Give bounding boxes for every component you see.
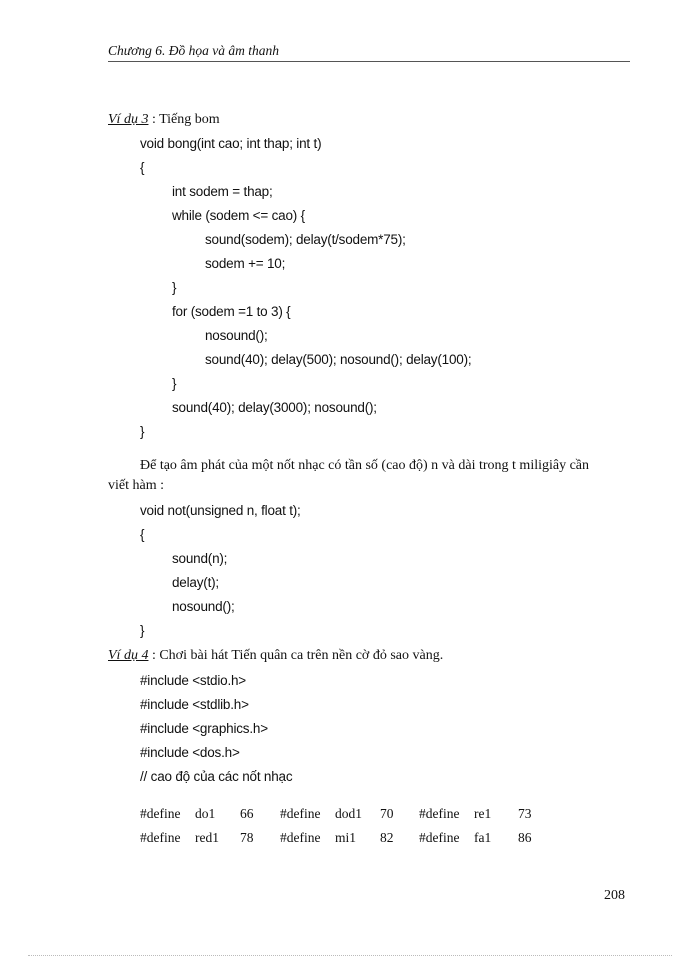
define-name: re1: [474, 806, 492, 821]
define-keyword: #define: [280, 806, 321, 821]
code-line: }: [140, 424, 145, 439]
paragraph-line: Để tạo âm phát của một nốt nhạc có tần số (cao độ) n và dài trong t miligiây cần: [140, 458, 590, 473]
include-line: #include <dos.h>: [140, 745, 240, 760]
code-line: sound(40); delay(3000); nosound();: [172, 400, 377, 415]
chapter-header: Chương 6. Đồ họa và âm thanh: [108, 43, 279, 58]
example3-label: Ví dụ 3: [108, 112, 149, 127]
code-line: int sodem = thap;: [172, 184, 273, 199]
code-line: while (sodem <= cao) {: [172, 208, 305, 223]
code-line: {: [140, 160, 145, 175]
define-value: 86: [518, 830, 532, 845]
define-name: dod1: [335, 806, 362, 821]
code-line: delay(t);: [172, 575, 219, 590]
page-bottom-edge: [28, 955, 672, 956]
code-comment: // cao độ của các nốt nhạc: [140, 769, 293, 784]
code-line: nosound();: [172, 599, 235, 614]
define-name: do1: [195, 806, 216, 821]
define-value: 73: [518, 806, 532, 821]
example3-heading: [108, 112, 220, 128]
code-line: sound(n);: [172, 551, 228, 566]
code-line: }: [172, 280, 177, 295]
code-line: }: [140, 623, 145, 638]
code-line: void not(unsigned n, float t);: [140, 503, 301, 518]
code-line: void bong(int cao; int thap; int t): [140, 136, 322, 151]
code-line: {: [140, 527, 145, 542]
define-keyword: #define: [419, 830, 460, 845]
code-line: sound(sodem); delay(t/sodem*75);: [205, 232, 406, 247]
define-value: 70: [380, 806, 394, 821]
code-line: sound(40); delay(500); nosound(); delay(100);: [205, 352, 472, 367]
example4-label: Ví dụ 4: [108, 648, 149, 663]
page-number: 208: [604, 888, 625, 903]
example4-heading: [108, 648, 443, 664]
define-value: 66: [240, 806, 254, 821]
define-value: 82: [380, 830, 394, 845]
paragraph-line: viết hàm :: [108, 478, 164, 493]
define-value: 78: [240, 830, 254, 845]
include-line: #include <graphics.h>: [140, 721, 268, 736]
code-line: nosound();: [205, 328, 268, 343]
header-divider: [108, 61, 630, 62]
define-keyword: #define: [140, 830, 181, 845]
code-line: for (sodem =1 to 3) {: [172, 304, 291, 319]
example3-title: : Tiếng bom: [148, 112, 220, 127]
define-name: fa1: [474, 830, 492, 845]
define-keyword: #define: [140, 806, 181, 821]
define-keyword: #define: [280, 830, 321, 845]
define-name: red1: [195, 830, 219, 845]
include-line: #include <stdlib.h>: [140, 697, 249, 712]
code-line: }: [172, 376, 177, 391]
define-keyword: #define: [419, 806, 460, 821]
example4-title: : Chơi bài hát Tiến quân ca trên nền cờ đỏ sao vàng.: [148, 648, 444, 663]
code-line: sodem += 10;: [205, 256, 286, 271]
include-line: #include <stdio.h>: [140, 673, 246, 688]
define-name: mi1: [335, 830, 357, 845]
